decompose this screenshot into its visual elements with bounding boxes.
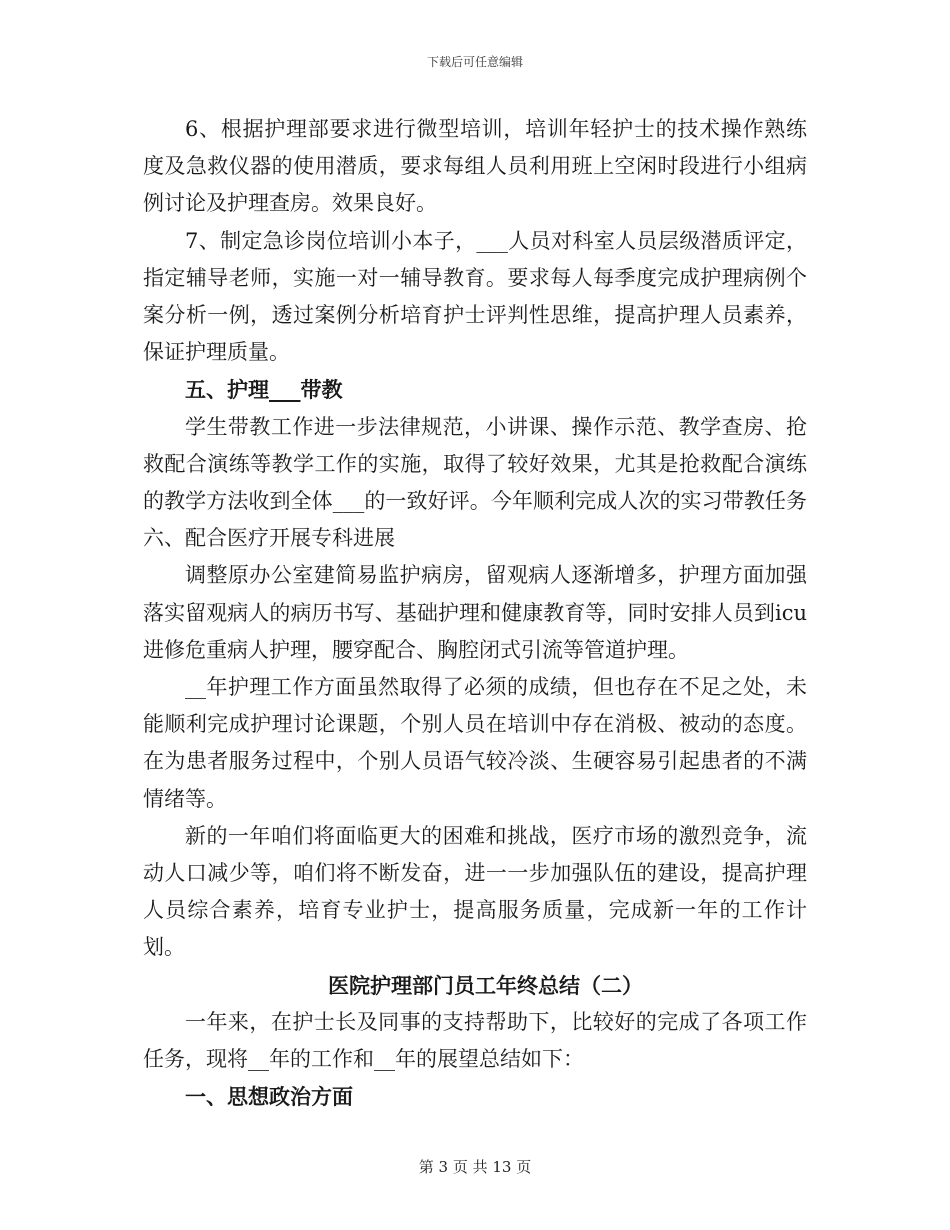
paragraph-item-7: 7、制定急诊岗位培训小本子，___人员对科室人员层级潜质评定，指定辅导老师，实施一对一辅导教育。要求每人每季度完成护理病例个案分析一例，透过案例分析培育护士评判性思维，提高护理人员素养，保证护理质量。 <box>143 228 807 365</box>
header-note: 下载后可任意编辑 <box>426 55 523 69</box>
paragraph-observation-ward: 调整原办公室建简易监护病房，留观病人逐渐增多，护理方面加强落实留观病人的病历书写、基础护理和健康教育等，同时安排人员到icu进修危重病人护理，腰穿配合、胸腔闭式引流等管道护理。 <box>143 563 807 662</box>
paragraph-intro: 一年来，在护士长及同事的支持帮助下，比较好的完成了各项工作任务，现将__年的工作和__年的展望总结如下： <box>143 1009 807 1072</box>
section-heading-teaching: 五、护理___带教 <box>185 377 343 403</box>
document-title: 医院护理部门员工年终总结（二） <box>328 972 643 998</box>
paragraph-teaching: 学生带教工作进一步法律规范，小讲课、操作示范、教学查房、抢救配合演练等教学工作的实施，取得了较好效果，尤其是抢救配合演练的教学方法收到全体___的一致好评。今年顺利完成人次的实习带教任务六、配合医疗开展专科进展 <box>143 414 807 551</box>
paragraph-shortcomings: __年护理工作方面虽然取得了必须的成绩，但也存在不足之处，未能顺利完成护理讨论课题，个别人员在培训中存在消极、被动的态度。在为患者服务过程中，个别人员语气较冷淡、生硬容易引起患者的不满情绪等。 <box>143 675 807 811</box>
page-footer: 第 3 页 共 13 页 <box>418 1158 532 1176</box>
section-heading-ideology: 一、思想政治方面 <box>185 1084 353 1110</box>
paragraph-new-year: 新的一年咱们将面临更大的困难和挑战，医疗市场的激烈竞争，流动人口减少等，咱们将不断发奋，进一一步加强队伍的建设，提高护理人员综合素养，培育专业护士，提高服务质量，完成新一年的工作计划。 <box>143 823 807 960</box>
document-body <box>143 111 807 1115</box>
paragraph-item-6: 6、根据护理部要求进行微型培训，培训年轻护士的技术操作熟练度及急救仪器的使用潜质，要求每组人员利用班上空闲时段进行小组病例讨论及护理查房。效果良好。 <box>143 117 807 216</box>
